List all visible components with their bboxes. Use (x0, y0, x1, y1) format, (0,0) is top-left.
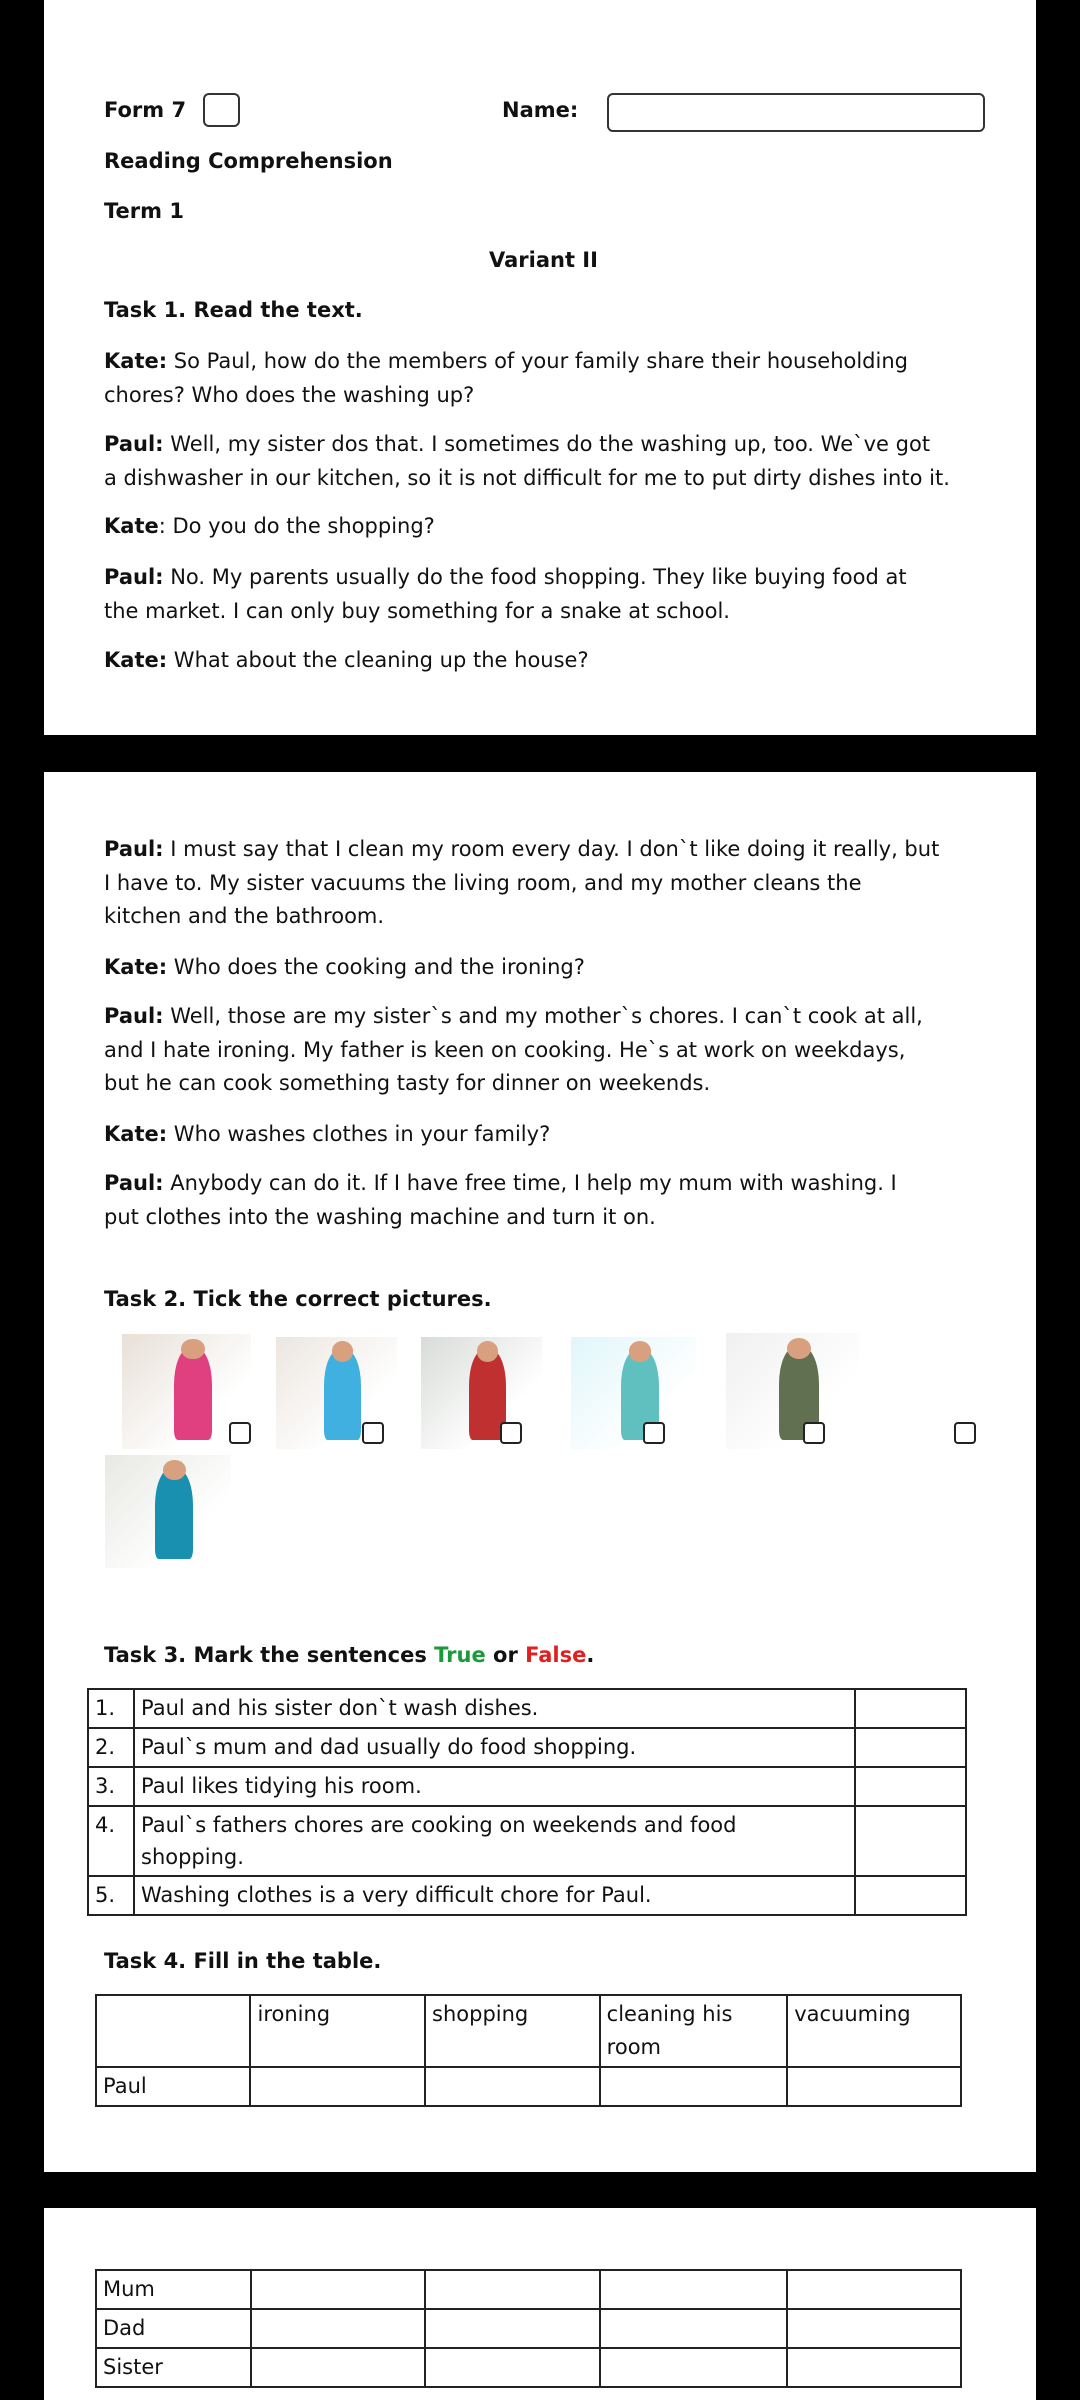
person-head (787, 1338, 811, 1359)
table-row (88, 1767, 966, 1806)
answer-cell[interactable] (855, 1767, 966, 1806)
chores-table-continued (95, 2269, 962, 2388)
answer-cell[interactable] (855, 1689, 966, 1728)
dialogue-text: I have to. My sister vacuums the living room, and my mother cleans the (104, 870, 862, 895)
column-header: shopping (425, 1995, 600, 2067)
name-label: Name: (502, 98, 579, 122)
dialogue-line (104, 564, 907, 590)
speaker: Paul: (104, 565, 164, 589)
row-header: Paul (96, 2067, 250, 2106)
picture-checkbox-6[interactable] (954, 1422, 976, 1444)
picture-checkbox-5[interactable] (803, 1422, 825, 1444)
answer-cell[interactable] (787, 2348, 961, 2387)
person-head (629, 1341, 652, 1361)
task3-title (104, 1642, 594, 1668)
table-row (88, 1728, 966, 1767)
table-row (88, 1806, 966, 1876)
dialogue-text: No. My parents usually do the food shopping. They like buying food at (163, 565, 907, 589)
dialogue-line (104, 382, 474, 408)
statement: Paul likes tidying his room. (134, 1767, 855, 1806)
dialogue-line (104, 1170, 897, 1196)
form-input[interactable] (203, 93, 240, 127)
speaker: Paul: (104, 432, 164, 456)
answer-cell[interactable] (855, 1876, 966, 1915)
true-word: True (434, 1643, 486, 1667)
dialogue-text: What about the cleaning up the house? (167, 648, 589, 672)
dialogue-text: Who does the cooking and the ironing? (167, 955, 585, 979)
answer-cell[interactable] (251, 2309, 426, 2348)
picture-girl-ironing (571, 1337, 696, 1449)
dialogue-line (104, 1204, 656, 1230)
dialogue-line (104, 870, 862, 896)
dialogue-text: kitchen and the bathroom. (104, 904, 385, 928)
dialogue-text: So Paul, how do the members of your family share their householding (167, 349, 908, 373)
row-number: 2. (88, 1728, 134, 1767)
answer-cell[interactable] (250, 2067, 425, 2106)
true-false-table (87, 1688, 967, 1916)
table-row (96, 2348, 961, 2387)
answer-cell[interactable] (787, 2270, 961, 2309)
chores-table (95, 1994, 962, 2107)
speaker: Kate: (104, 648, 168, 672)
statement: Paul`s fathers chores are cooking on weekends and food shopping. (134, 1806, 855, 1876)
answer-cell[interactable] (251, 2270, 426, 2309)
row-number: 4. (88, 1806, 134, 1876)
picture-man-washing-dishes (726, 1333, 859, 1449)
variant-label: Variant II (489, 248, 598, 272)
subject-title: Reading Comprehension (104, 149, 393, 173)
dialogue-text: a dishwasher in our kitchen, so it is not difficult for me to put dirty dishes into it. (104, 465, 950, 490)
dialogue-line (104, 465, 950, 491)
dialogue-text: the market. I can only buy something for a snake at school. (104, 598, 730, 623)
speaker: Kate: (104, 955, 168, 979)
speaker: Kate: (104, 349, 168, 373)
answer-cell[interactable] (787, 2067, 961, 2106)
speaker: Paul: (104, 1004, 164, 1028)
dialogue-text: but he can cook something tasty for dinner on weekends. (104, 1071, 711, 1095)
column-header: vacuuming (787, 1995, 961, 2067)
dialogue-line (104, 431, 930, 457)
dialogue-text: put clothes into the washing machine and turn it on. (104, 1204, 656, 1229)
table-row (88, 1876, 966, 1915)
person-head (477, 1341, 499, 1361)
statement: Washing clothes is a very difficult chore for Paul. (134, 1876, 855, 1915)
table-row (88, 1689, 966, 1728)
dialogue-text: chores? Who does the washing up? (104, 382, 475, 407)
person-head (181, 1339, 204, 1360)
dialogue-line (104, 598, 730, 624)
row-header: Mum (96, 2270, 251, 2309)
picture-woman-cleaning-tiles (105, 1455, 231, 1568)
dialogue-text: Anybody can do it. If I have free time, I help my mum with washing. I (163, 1171, 897, 1195)
person-head (163, 1460, 186, 1480)
speaker: Kate (104, 514, 159, 538)
dialogue-line (104, 1003, 923, 1029)
picture-checkbox-3[interactable] (500, 1422, 522, 1444)
period: . (586, 1643, 595, 1667)
table-row (96, 1995, 961, 2067)
speaker: Kate: (104, 1122, 168, 1146)
answer-cell[interactable] (855, 1728, 966, 1767)
answer-cell[interactable] (855, 1806, 966, 1876)
dialogue-text: I must say that I clean my room every day. I don`t like doing it really, but (163, 837, 940, 861)
picture-checkbox-2[interactable] (362, 1422, 384, 1444)
speaker: Paul: (104, 837, 164, 861)
row-header: Sister (96, 2348, 251, 2387)
answer-cell[interactable] (425, 2067, 600, 2106)
column-header: cleaning his room (600, 1995, 788, 2067)
dialogue-text: Well, my sister dos that. I sometimes do the washing up, too. We`ve got (163, 432, 931, 456)
dialogue-text: : Do you do the shopping? (158, 514, 435, 538)
term-label: Term 1 (104, 199, 184, 223)
row-number: 5. (88, 1876, 134, 1915)
dialogue-text: Well, those are my sister`s and my mother`s chores. I can`t cook at all, (163, 1004, 923, 1028)
column-header: ironing (250, 1995, 425, 2067)
answer-cell[interactable] (600, 2270, 788, 2309)
column-header (96, 1995, 250, 2067)
answer-cell[interactable] (787, 2309, 961, 2348)
dialogue-line (104, 647, 589, 673)
form-label: Form 7 (104, 98, 187, 122)
answer-cell[interactable] (425, 2270, 600, 2309)
table-row (96, 2067, 961, 2106)
answer-cell[interactable] (600, 2067, 788, 2106)
answer-cell[interactable] (600, 2309, 788, 2348)
picture-woman-shopping (421, 1337, 542, 1449)
dialogue-text: and I hate ironing. My father is keen on cooking. He`s at work on weekdays, (104, 1037, 906, 1062)
person-head (332, 1341, 354, 1361)
speaker: Paul: (104, 1171, 164, 1195)
statement: Paul`s mum and dad usually do food shopping. (134, 1728, 855, 1767)
table-row (96, 2270, 961, 2309)
statement: Paul and his sister don`t wash dishes. (134, 1689, 855, 1728)
task3-title-text: Task 3. Mark the sentences (104, 1643, 435, 1667)
dialogue-line (104, 836, 939, 862)
picture-checkbox-4[interactable] (643, 1422, 665, 1444)
answer-cell[interactable] (425, 2309, 600, 2348)
row-header: Dad (96, 2309, 251, 2348)
dialogue-line (104, 513, 435, 539)
row-number: 1. (88, 1689, 134, 1728)
or-word: or (485, 1643, 526, 1667)
person-figure (155, 1469, 193, 1559)
answer-cell[interactable] (600, 2348, 788, 2387)
dialogue-line (104, 1037, 905, 1063)
table-row (96, 2309, 961, 2348)
picture-checkbox-1[interactable] (229, 1422, 251, 1444)
task4-title: Task 4. Fill in the table. (104, 1949, 382, 1973)
false-word: False (525, 1643, 587, 1667)
name-input[interactable] (607, 93, 985, 132)
dialogue-line (104, 954, 585, 980)
dialogue-line (104, 1070, 710, 1096)
row-number: 3. (88, 1767, 134, 1806)
answer-cell[interactable] (425, 2348, 600, 2387)
person-figure (174, 1348, 213, 1440)
dialogue-line (104, 1121, 550, 1147)
dialogue-line (104, 348, 908, 374)
task2-title: Task 2. Tick the correct pictures. (104, 1287, 492, 1311)
dialogue-line (104, 903, 384, 929)
dialogue-text: Who washes clothes in your family? (167, 1122, 551, 1146)
answer-cell[interactable] (251, 2348, 426, 2387)
task1-title: Task 1. Read the text. (104, 298, 363, 322)
person-figure (324, 1350, 360, 1440)
